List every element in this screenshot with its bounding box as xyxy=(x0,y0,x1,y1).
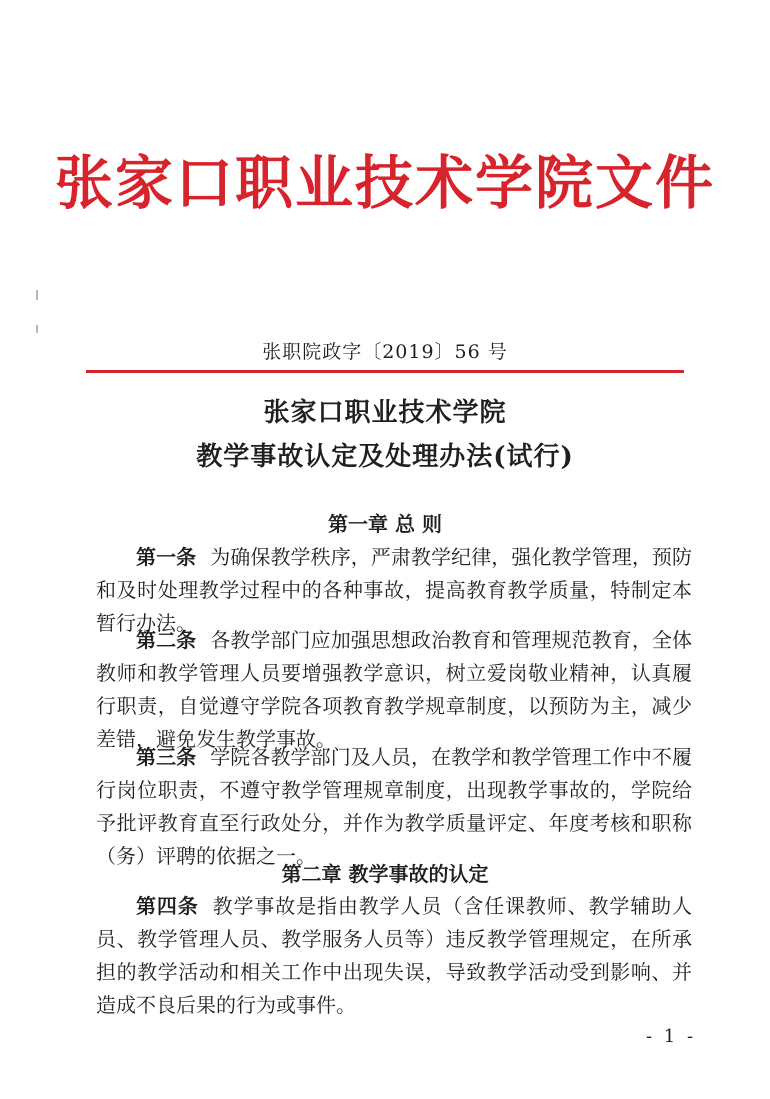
scan-artifact-mark xyxy=(36,290,38,300)
article-3-number: 第三条 xyxy=(136,745,197,769)
document-number: 张职院政字〔2019〕56 号 xyxy=(262,341,508,363)
article-2-number: 第二条 xyxy=(136,628,197,652)
chapter-heading-1: 第一章 总 则 xyxy=(328,512,442,536)
document-title-line1: 张家口职业技术学院 xyxy=(263,398,507,428)
page-number: - 1 - xyxy=(646,1026,697,1047)
article-1-text: 为确保教学秩序，严肃教学纪律，强化教学管理，预防和及时处理教学过程中的各种事故，提高教育教学质量，特制定本暂行办法。 xyxy=(96,545,693,635)
document-title-line2: 教学事故认定及处理办法(试行) xyxy=(196,442,574,472)
article-4-text: 教学事故是指由教学人员（含任课教师、教学辅助人员、教学管理人员、教学服务人员等）违反教学管理规定，在所承担的教学活动和相关工作中出现失误，导致教学活动受到影响、并造成不良后果的行为或事件。 xyxy=(96,894,693,1017)
article-3-text: 学院各教学部门及人员，在教学和教学管理工作中不履行岗位职责，不遵守教学管理规章制度，出现教学事故的，学院给予批评教育直至行政处分，并作为教学质量评定、年度考核和职称（务）评聘的依据之一。 xyxy=(96,745,693,868)
article-2-text: 各教学部门应加强思想政治教育和管理规范教育，全体教师和教学管理人员要增强教学意识，树立爱岗敬业精神，认真履行职责，自觉遵守学院各项教育教学规章制度，以预防为主，减少差错，避免发生教学事故。 xyxy=(96,628,693,751)
article-4 xyxy=(96,890,692,1022)
chapter-heading-2: 第二章 教学事故的认定 xyxy=(281,862,489,886)
red-divider-line xyxy=(86,370,684,373)
scan-artifact-mark xyxy=(36,325,38,333)
article-1-number: 第一条 xyxy=(136,545,197,569)
article-4-number: 第四条 xyxy=(136,894,199,918)
article-2 xyxy=(96,624,692,756)
document-header-title: 张家口职业技术学院文件 xyxy=(54,149,715,217)
article-3 xyxy=(96,741,692,873)
